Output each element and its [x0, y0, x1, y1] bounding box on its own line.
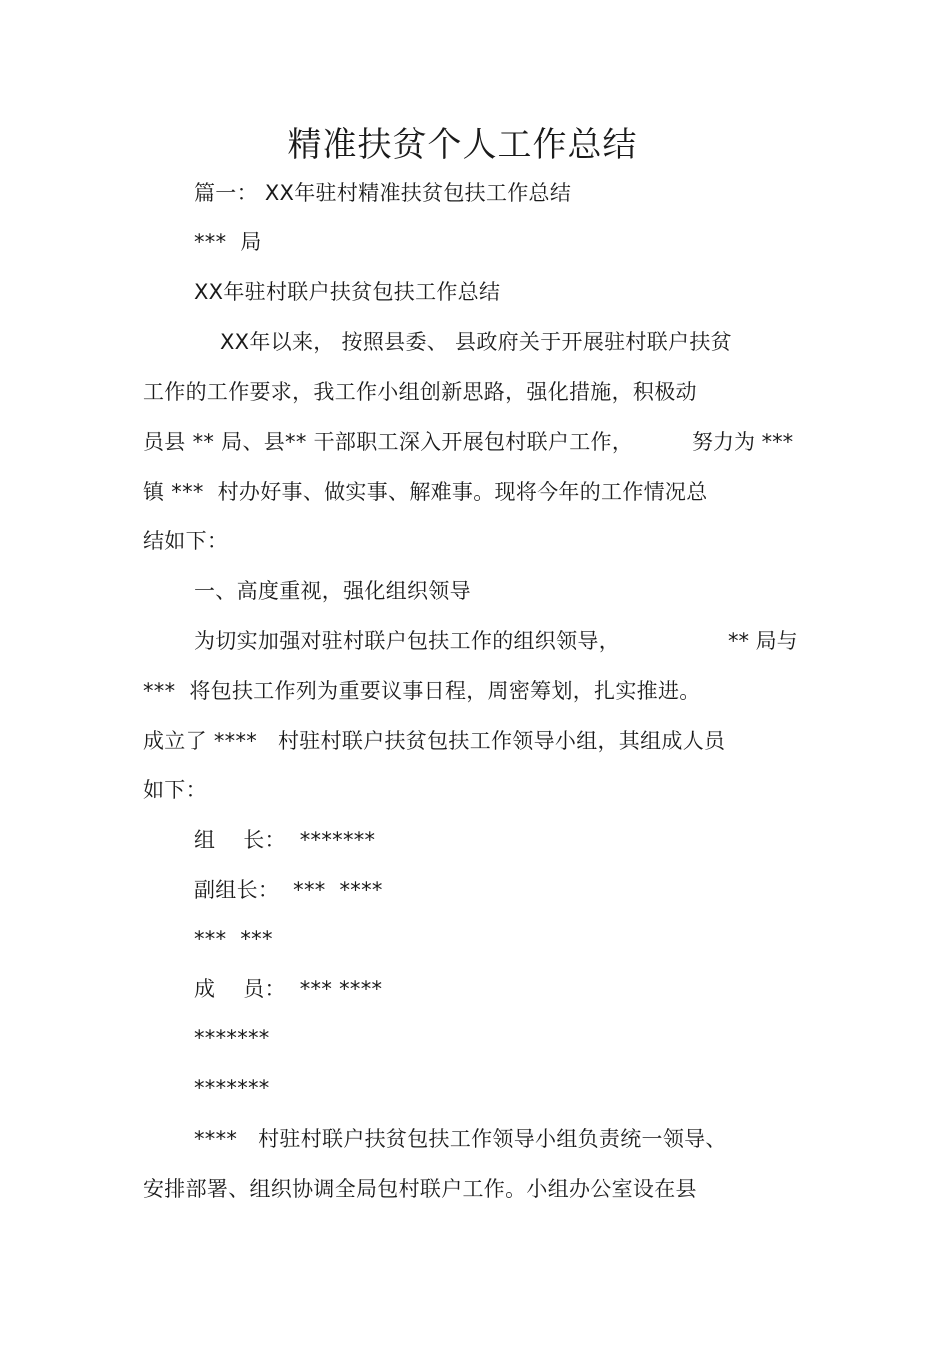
- paragraph-2-line-2: *** 将包扶工作列为重要议事日程，周密筹划，扎实推进。: [143, 679, 701, 703]
- member-staff: 成 员： *** ****: [194, 977, 383, 1001]
- document-title: 精准扶贫个人工作总结: [287, 125, 638, 165]
- paragraph-1-line-5: 结如下：: [143, 529, 229, 553]
- member-staff-3: *******: [194, 1076, 270, 1100]
- paragraph-1-line-2: 工作的工作要求，我工作小组创新思路，强化措施，积极动: [143, 380, 697, 404]
- paragraph-1-line-3: 员县 ** 局、县** 干部职工深入开展包村联户工作，: [143, 430, 634, 454]
- paragraph-3-line-1: **** 村驻村联户扶贫包扶工作领导小组负责统一领导、: [194, 1127, 727, 1151]
- member-staff-2: *******: [194, 1026, 270, 1050]
- paragraph-1-line-4: 镇 *** 村办好事、做实事、解难事。现将今年的工作情况总: [143, 480, 708, 504]
- paragraph-3-line-2: 安排部署、组织协调全局包村联户工作。小组办公室设在县: [143, 1177, 697, 1201]
- paragraph-2-line-1-tail: ** 局与: [728, 629, 798, 653]
- member-leader: 组 长： *******: [194, 828, 376, 852]
- member-deputy: 副组长： *** ****: [194, 878, 383, 902]
- paragraph-2-line-3: 成立了 **** 村驻村联户扶贫包扶工作领导小组，其组成人员: [143, 729, 726, 753]
- paragraph-2-line-1: 为切实加强对驻村联户包扶工作的组织领导，: [194, 629, 620, 653]
- section-heading-1: 篇一： XX年驻村精准扶贫包扶工作总结: [194, 181, 572, 205]
- subtitle-line: XX年驻村联户扶贫包扶工作总结: [194, 280, 501, 304]
- paragraph-1-line-1: XX年以来， 按照县委、 县政府关于开展驻村联户扶贫: [220, 330, 732, 354]
- section-heading-2: 一、高度重视，强化组织领导: [194, 579, 471, 603]
- paragraph-1-line-3-tail: 努力为 ***: [692, 430, 794, 454]
- paragraph-2-line-4: 如下：: [143, 778, 207, 802]
- bureau-line: *** 局: [194, 230, 262, 254]
- member-deputy-2: *** ***: [194, 927, 273, 951]
